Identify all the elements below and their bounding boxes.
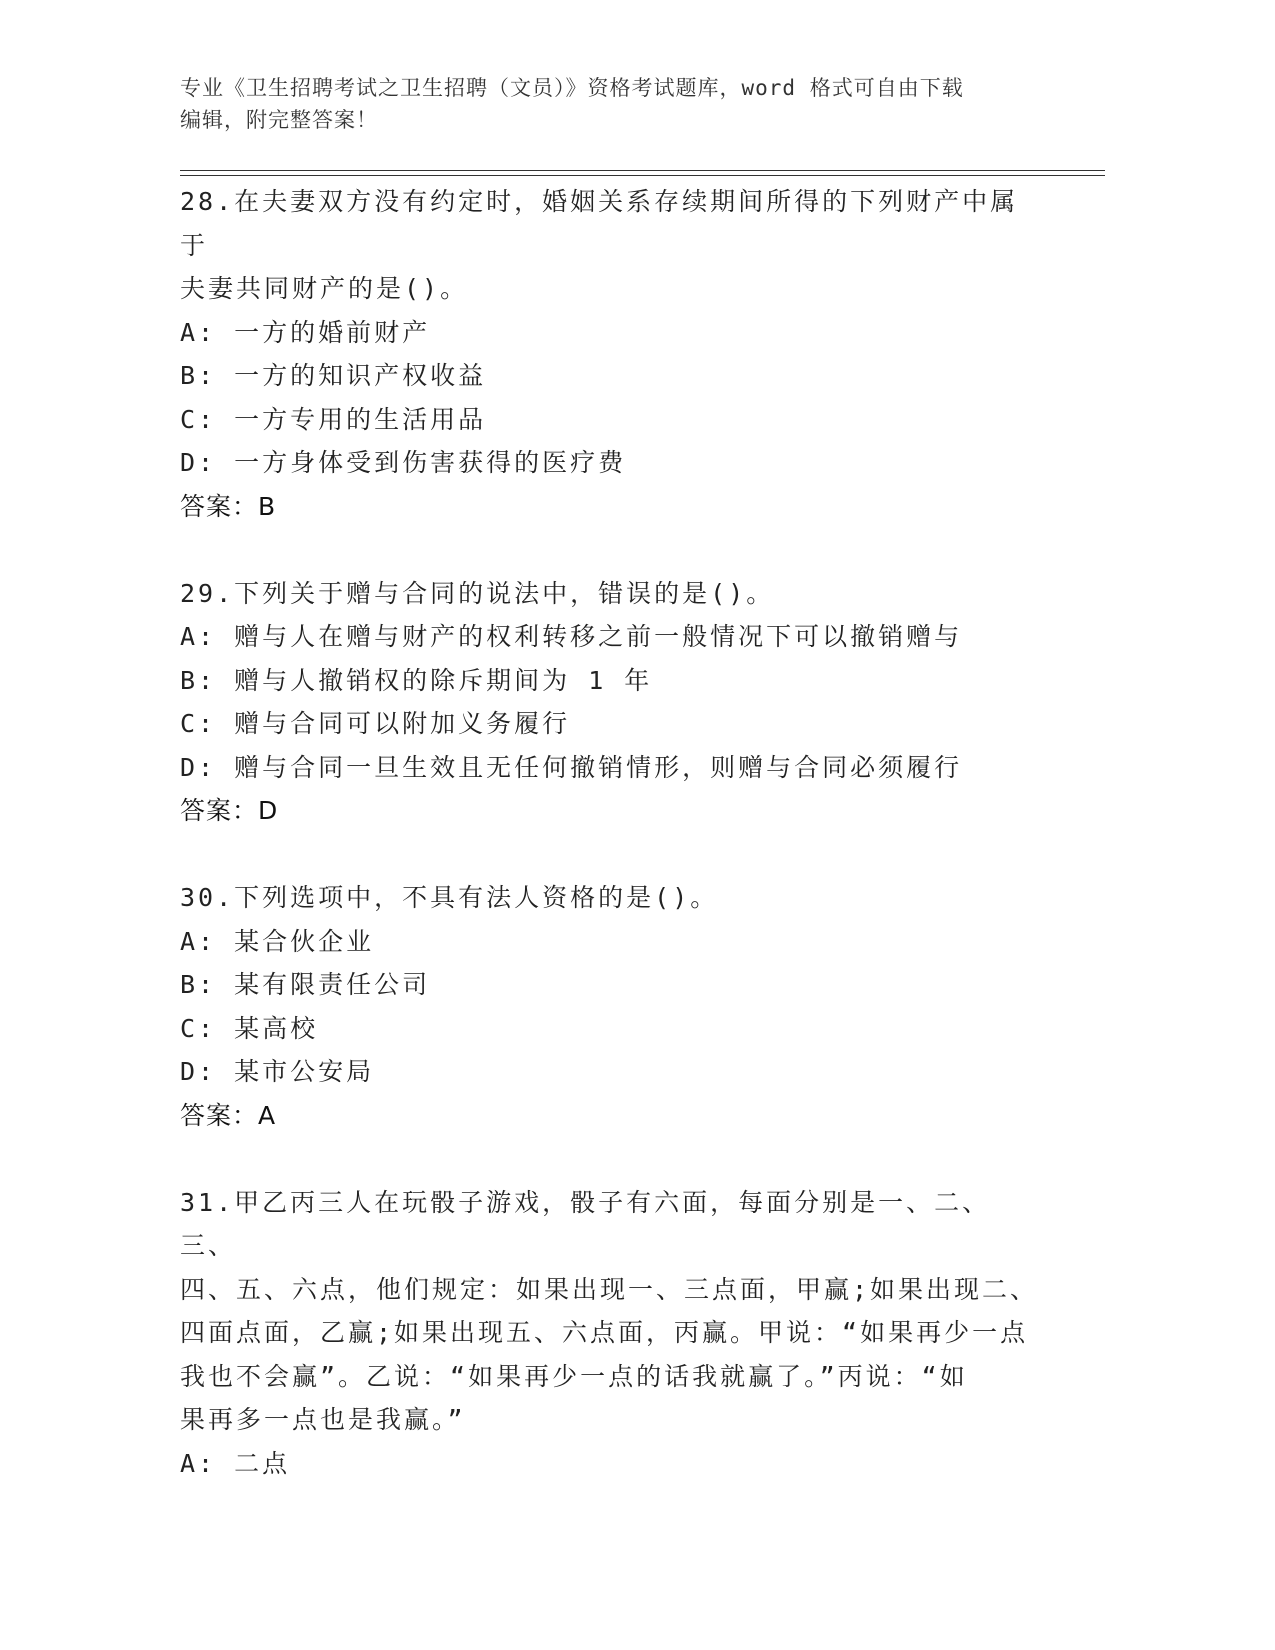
question-stem-line: 果再多一点也是我赢。” (180, 1405, 466, 1434)
document-header (180, 72, 1060, 136)
option-a: A: 赠与人在赠与财产的权利转移之前一般情况下可以撤销赠与 (180, 622, 963, 651)
option-d: D: 一方身体受到伤害获得的医疗费 (180, 448, 627, 477)
option-d: D: 某市公安局 (180, 1057, 375, 1086)
option-a: A: 一方的婚前财产 (180, 317, 431, 347)
question-30 (180, 876, 1040, 1137)
option-b: B: 一方的知识产权收益 (180, 361, 487, 390)
question-29 (180, 572, 1040, 833)
option-c: C: 赠与合同可以附加义务履行 (180, 709, 571, 738)
question-stem-line: 28.在夫妻双方没有约定时，婚姻关系存续期间所得的下列财产中属于 (180, 187, 1019, 260)
answer: 答案：A (180, 1100, 277, 1130)
option-c: C: 一方专用的生活用品 (180, 404, 487, 434)
answer: 答案：B (180, 491, 277, 521)
question-28 (180, 180, 1040, 528)
option-a: A: 某合伙企业 (180, 926, 375, 956)
question-31 (180, 1181, 1040, 1486)
question-stem-line: 31.甲乙丙三人在玩骰子游戏，骰子有六面，每面分别是一、二、三、 (180, 1187, 991, 1260)
spacer (180, 1137, 1040, 1181)
option-b: B: 某有限责任公司 (180, 970, 431, 999)
option-c: C: 某高校 (180, 1013, 319, 1043)
spacer (180, 833, 1040, 877)
spacer (180, 528, 1040, 572)
question-stem-line: 四面点面，乙赢;如果出现五、六点面，丙赢。甲说：“如果再少一点 (180, 1318, 1029, 1347)
question-stem-line: 四、五、六点，他们规定：如果出现一、三点面，甲赢;如果出现二、 (180, 1274, 1039, 1304)
answer: 答案：D (180, 796, 279, 825)
question-stem-line: 我也不会赢”。乙说：“如果再少一点的话我就赢了。”丙说：“如 (180, 1361, 968, 1391)
question-stem-line: 29.下列关于赠与合同的说法中，错误的是()。 (180, 578, 775, 608)
option-a: A: 二点 (180, 1448, 291, 1478)
option-b: B: 赠与人撤销权的除斥期间为 1 年 (180, 665, 653, 695)
header-line-1: 专业《卫生招聘考试之卫生招聘（文员）》资格考试题库，word 格式可自由下载 (180, 76, 964, 100)
question-list (180, 180, 1040, 1485)
header-line-2: 编辑，附完整答案！ (180, 108, 378, 132)
question-stem-line: 30.下列选项中，不具有法人资格的是()。 (180, 883, 719, 912)
header-rule-top (180, 170, 1105, 171)
header-rule-bottom (180, 175, 1105, 176)
question-stem-line: 夫妻共同财产的是()。 (180, 274, 469, 303)
option-d: D: 赠与合同一旦生效且无任何撤销情形，则赠与合同必须履行 (180, 752, 963, 782)
